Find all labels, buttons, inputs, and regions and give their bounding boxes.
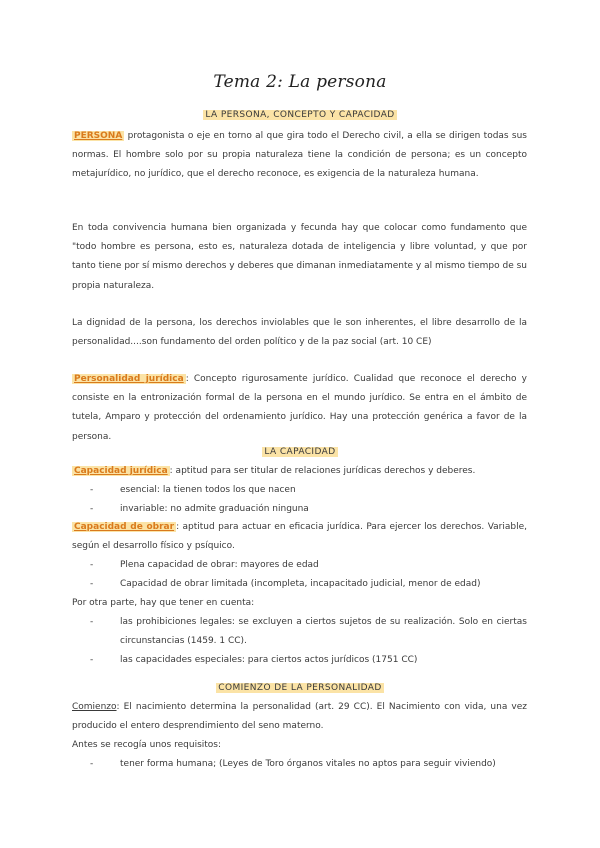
paragraph-personalidad-juridica bbox=[72, 370, 527, 447]
dash-marker: - bbox=[90, 485, 94, 495]
line-capacidad-juridica bbox=[72, 462, 475, 481]
section-heading-capacidad bbox=[0, 447, 600, 457]
dash-marker: - bbox=[90, 655, 94, 665]
dash-marker: - bbox=[90, 617, 94, 627]
term-persona: PERSONA bbox=[74, 131, 123, 141]
dash-marker: - bbox=[90, 560, 94, 570]
comienzo-text: : El nacimiento determina la personalidad (art. 29 CC). El Nacimiento con vida, una vez producido el entero desprendimiento del seno materno. bbox=[72, 702, 527, 732]
paragraph-personalidad-text: : Concepto rigurosamente jurídico. Cualidad que reconoce el derecho y consiste en la entronización formal de la persona en el mundo jurídico. Se entra en el ámbito de tutela, Amparo y protección del ordenamiento jurídico. Hay una protección genérica a favor de la persona. bbox=[72, 374, 528, 442]
line-otra-parte: Por otra parte, hay que tener en cuenta: bbox=[72, 598, 255, 608]
list-item bbox=[90, 651, 520, 670]
page-title: Tema 2: La persona bbox=[213, 72, 387, 92]
list-item bbox=[90, 575, 520, 594]
list-item-text: Capacidad de obrar limitada (incompleta, incapacitado judicial, menor de edad) bbox=[120, 579, 481, 589]
section-heading-capacidad-text: LA CAPACIDAD bbox=[264, 447, 336, 457]
section-heading-comienzo bbox=[0, 683, 600, 693]
paragraph-dignidad: La dignidad de la persona, los derechos inviolables que le son inherentes, el libre desarrollo de la personalidad....son fundamento del orden político y de la paz social (art. 10 CE) bbox=[72, 318, 527, 348]
list-item-text: invariable: no admite graduación ninguna bbox=[120, 504, 309, 514]
term-capacidad-juridica: Capacidad jurídica bbox=[74, 466, 168, 476]
section-heading-persona bbox=[0, 110, 600, 120]
list-item-text: tener forma humana; (Leyes de Toro órganos vitales no aptos para seguir viviendo) bbox=[120, 759, 496, 769]
list-item bbox=[90, 613, 527, 651]
list-item bbox=[90, 500, 520, 519]
section-heading-comienzo-text: COMIENZO DE LA PERSONALIDAD bbox=[218, 683, 382, 693]
list-item bbox=[90, 556, 520, 575]
capacidad-juridica-text: : aptitud para ser titular de relaciones jurídicas derechos y deberes. bbox=[169, 466, 476, 476]
section-heading-persona-text: LA PERSONA, CONCEPTO Y CAPACIDAD bbox=[205, 110, 395, 120]
paragraph-capacidad-obrar bbox=[72, 518, 527, 556]
term-comienzo: Comienzo bbox=[72, 702, 117, 712]
list-item-text: esencial: la tienen todos los que nacen bbox=[120, 485, 296, 495]
list-item bbox=[90, 755, 520, 774]
term-personalidad-juridica: Personalidad jurídica bbox=[74, 374, 184, 384]
capacidad-obrar-text: : aptitud para actuar en eficacia jurídica. Para ejercer los derechos. Variable, según el desarrollo físico y psíquico. bbox=[72, 522, 527, 552]
dash-marker: - bbox=[90, 504, 94, 514]
list-item-text: las capacidades especiales: para ciertos actos jurídicos (1751 CC) bbox=[120, 655, 418, 665]
paragraph-convivencia: En toda convivencia humana bien organizada y fecunda hay que colocar como fundamento que "todo hombre es persona, esto es, naturaleza dotada de inteligencia y libre voluntad, y que por tanto tiene por sí mismo derechos y deberes que dimanan inmediatamente y al mismo tiempo de su propia naturaleza. bbox=[72, 223, 527, 291]
list-item bbox=[90, 481, 520, 500]
line-antes: Antes se recogía unos requisitos: bbox=[72, 740, 222, 750]
paragraph-persona-text: protagonista o eje en torno al que gira todo el Derecho civil, a ella se dirigen todas sus normas. El hombre solo por su propia naturaleza tiene la condición de persona; es un concepto metajurídico, no jurídico, que el derecho reconoce, es exigencia de la naturaleza humana. bbox=[72, 131, 527, 180]
paragraph-persona bbox=[72, 127, 527, 185]
list-item-text: Plena capacidad de obrar: mayores de edad bbox=[120, 560, 319, 570]
dash-marker: - bbox=[90, 759, 94, 769]
list-item-text: las prohibiciones legales: se excluyen a ciertos sujetos de su realización. Solo en ciertas circunstancias (1459. 1 CC). bbox=[120, 617, 527, 646]
dash-marker: - bbox=[90, 579, 94, 589]
term-capacidad-obrar: Capacidad de obrar bbox=[74, 522, 175, 532]
paragraph-comienzo bbox=[72, 698, 527, 736]
